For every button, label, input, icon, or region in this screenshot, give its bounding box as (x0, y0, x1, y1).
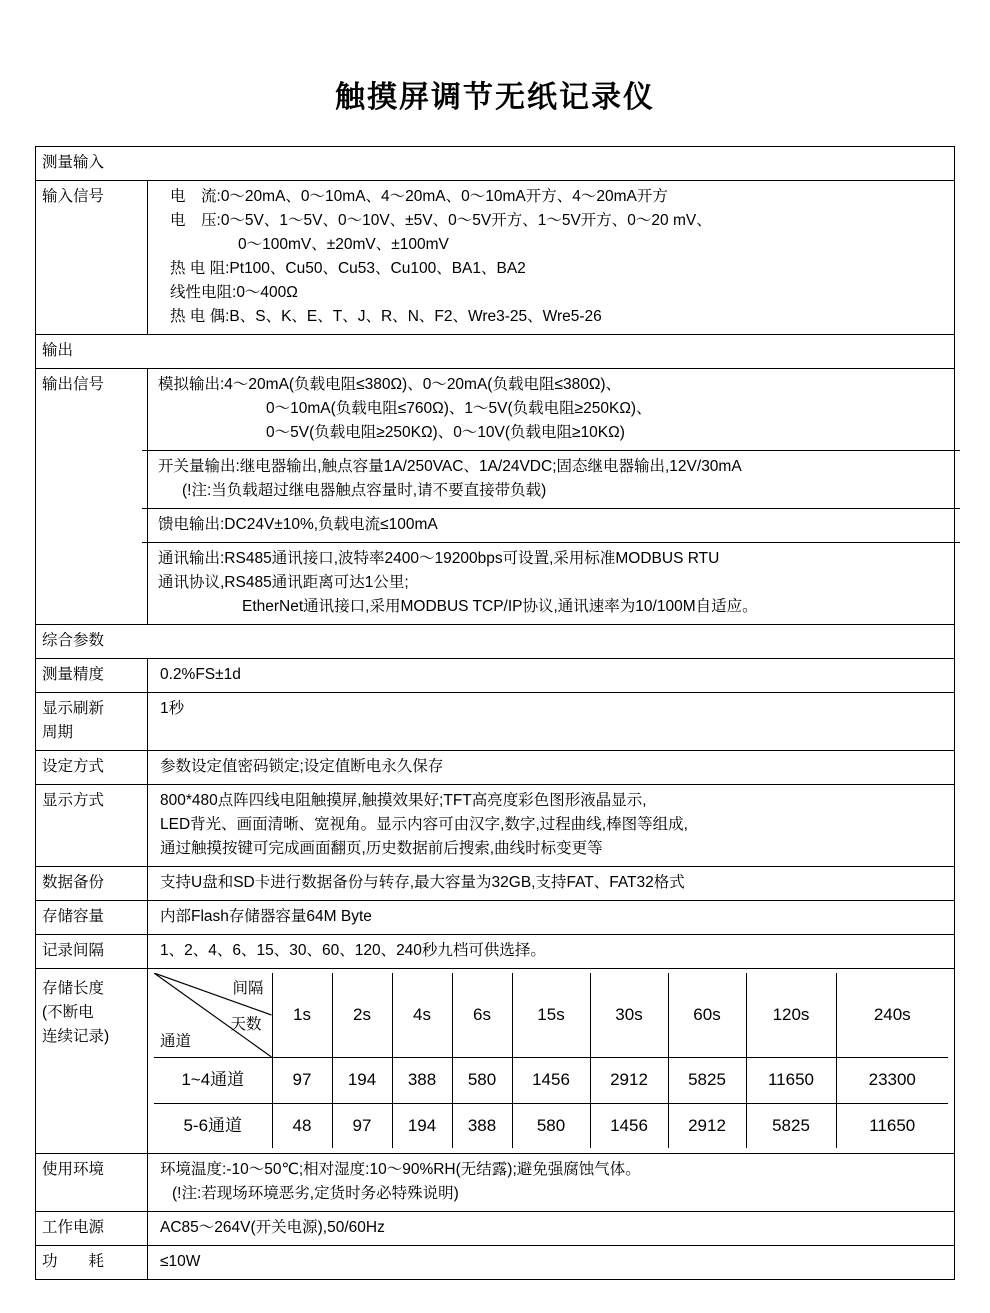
section-general: 综合参数 (36, 625, 955, 659)
table-row (36, 901, 955, 935)
store-cell: 580 (512, 1103, 590, 1148)
store-cell: 2912 (590, 1058, 668, 1103)
store-col-header: 240s (836, 973, 948, 1058)
environment-line2: (!注:若现场环境恶劣,定货时务必特殊说明) (172, 1185, 459, 1203)
row-value-output-signal (148, 369, 955, 625)
input-rtd-label: 热 电 阻: (170, 260, 230, 278)
row-label-store-length (36, 969, 148, 1154)
refresh-label-line2: 周期 (42, 724, 74, 742)
table-row (36, 147, 955, 181)
table-row (36, 693, 955, 751)
row-label-input-signal: 输入信号 (36, 181, 148, 335)
input-linear-label: 线性电阻: (170, 284, 237, 302)
store-corner-interval-label: 间隔 (232, 980, 264, 998)
table-row (36, 659, 955, 693)
section-measure-input: 测量输入 (36, 147, 955, 181)
row-label-accuracy: 测量精度 (36, 659, 148, 693)
output-comm-line2: 通讯协议,RS485通讯距离可达1公里; (158, 574, 409, 592)
output-switch-line1: 开关量输出:继电器输出,触点容量1A/250VAC、1A/24VDC;固态继电器输出,12V/30mA (158, 458, 742, 476)
input-voltage-line (154, 209, 948, 233)
row-label-power: 工作电源 (36, 1212, 148, 1246)
store-length-grid (148, 969, 955, 1154)
input-tc-label: 热 电 偶: (170, 308, 230, 326)
table-row (36, 1212, 955, 1246)
input-current-label: 电 流: (170, 188, 221, 206)
store-col-header: 60s (668, 973, 746, 1058)
store-cell: 11650 (869, 1115, 916, 1135)
store-col-header: 6s (452, 973, 512, 1058)
output-switch-block (142, 450, 960, 508)
row-label-output-signal: 输出信号 (36, 369, 148, 625)
row-value-consumption: ≤10W (148, 1246, 955, 1280)
store-col-header: 30s (590, 973, 668, 1058)
display-line3: 通过触摸按键可完成画面翻页,历史数据前后搜索,曲线时标变更等 (160, 840, 603, 858)
input-voltage-value: 0～5V、1～5V、0～10V、±5V、0～5V开方、1～5V开方、0～20 mV、 (220, 212, 712, 230)
input-linear-line (154, 281, 948, 305)
store-col-header: 4s (392, 973, 452, 1058)
store-cell: 97 (332, 1103, 392, 1148)
input-linear-value: 0～400Ω (236, 284, 298, 302)
row-value-setting: 参数设定值密码锁定;设定值断电永久保存 (148, 751, 955, 785)
store-col-header: 1s (272, 973, 332, 1058)
row-label-consumption: 功 耗 (36, 1246, 148, 1280)
output-switch-line2: (!注:当负载超过继电器触点容量时,请不要直接带负载) (182, 482, 547, 500)
output-analog-line2: 0～10mA(负载电阻≤760Ω)、1～5V(负载电阻≥250KΩ)、 (266, 400, 652, 418)
row-value-input-signal (148, 181, 955, 335)
output-analog-block (142, 369, 960, 450)
output-comm-line3: EtherNet通讯接口,采用MODBUS TCP/IP协议,通讯速率为10/100M自适应。 (242, 598, 758, 616)
table-row (36, 625, 955, 659)
store-label-line3: 连续记录) (42, 1028, 110, 1046)
store-row-header: 5-6通道 (154, 1103, 272, 1148)
input-voltage-line2: 0～100mV、±20mV、±100mV (238, 236, 449, 254)
store-cell: 2912 (668, 1103, 746, 1148)
store-col-header: 120s (746, 973, 836, 1058)
row-value-backup: 支持U盘和SD卡进行数据备份与转存,最大容量为32GB,支持FAT、FAT32格式 (148, 867, 955, 901)
store-corner-channel-label: 通道 (160, 1033, 192, 1051)
store-row-header: 1~4通道 (154, 1058, 272, 1103)
row-label-interval: 记录间隔 (36, 935, 148, 969)
table-row (36, 335, 955, 369)
input-current-line (154, 185, 948, 209)
store-corner-days-label: 天数 (230, 1016, 262, 1034)
display-line1: 800*480点阵四线电阻触摸屏,触摸效果好;TFT高亮度彩色图形液晶显示, (160, 792, 647, 810)
output-analog-line3: 0～5V(负载电阻≥250KΩ)、0～10V(负载电阻≥10KΩ) (266, 424, 625, 442)
store-cell: 1456 (590, 1103, 668, 1148)
store-cell: 1456 (512, 1058, 590, 1103)
store-col-header: 15s (512, 973, 590, 1058)
store-col-header: 2s (332, 973, 392, 1058)
row-label-refresh (36, 693, 148, 751)
row-label-environment: 使用环境 (36, 1154, 148, 1212)
input-voltage-label: 电 压: (170, 212, 221, 230)
table-row (36, 867, 955, 901)
output-feed-block (142, 508, 960, 542)
row-value-accuracy: 0.2%FS±1d (148, 659, 955, 693)
table-row (36, 369, 955, 625)
store-cell: 11650 (746, 1058, 836, 1103)
section-output: 输出 (36, 335, 955, 369)
store-cell: 5825 (746, 1103, 836, 1148)
output-comm-block (142, 542, 960, 624)
table-row (36, 1246, 955, 1280)
row-value-display (148, 785, 955, 867)
store-length-table (154, 973, 948, 1148)
store-cell: 194 (332, 1058, 392, 1103)
store-cell: 23300 (836, 1058, 948, 1103)
input-rtd-line (154, 257, 948, 281)
store-data-row (154, 1103, 948, 1148)
display-line2: LED背光、画面清晰、宽视角。显示内容可由汉字,数字,过程曲线,棒图等组成, (160, 816, 688, 834)
store-cell: 388 (452, 1103, 512, 1148)
table-row (36, 1154, 955, 1212)
row-label-capacity: 存储容量 (36, 901, 148, 935)
row-label-setting: 设定方式 (36, 751, 148, 785)
store-cell: 388 (392, 1058, 452, 1103)
store-corner-cell (154, 973, 272, 1058)
table-row (36, 785, 955, 867)
store-cell: 5825 (668, 1058, 746, 1103)
refresh-label-line1: 显示刷新 (42, 700, 105, 718)
row-value-power: AC85～264V(开关电源),50/60Hz (148, 1212, 955, 1246)
row-label-display: 显示方式 (36, 785, 148, 867)
store-cell: 580 (452, 1058, 512, 1103)
row-value-interval: 1、2、4、6、15、30、60、120、240秒九档可供选择。 (148, 935, 955, 969)
store-data-row (154, 1058, 948, 1103)
page-title: 触摸屏调节无纸记录仪 (335, 81, 655, 114)
row-value-refresh: 1秒 (148, 693, 955, 751)
input-tc-line (154, 305, 948, 329)
input-tc-value: B、S、K、E、T、J、R、N、F2、Wre3-25、Wre5-26 (229, 308, 602, 326)
table-row (36, 181, 955, 335)
store-header-row (154, 973, 948, 1058)
input-current-value: 0～20mA、0～10mA、4～20mA、0～10mA开方、4～20mA开方 (220, 188, 668, 206)
table-row (36, 969, 955, 1154)
table-row (36, 935, 955, 969)
store-cell: 194 (392, 1103, 452, 1148)
row-value-environment (148, 1154, 955, 1212)
store-label-line1: 存储长度 (42, 980, 105, 998)
environment-line1: 环境温度:-10～50℃;相对湿度:10～90%RH(无结露);避免强腐蚀气体。 (160, 1161, 641, 1179)
row-value-capacity: 内部Flash存储器容量64M Byte (148, 901, 955, 935)
input-rtd-value: Pt100、Cu50、Cu53、Cu100、BA1、BA2 (229, 260, 526, 278)
output-feed-line: 馈电输出:DC24V±10%,负载电流≤100mA (158, 516, 438, 534)
row-label-backup: 数据备份 (36, 867, 148, 901)
store-label-line2: (不断电 (42, 1004, 94, 1022)
store-cell: 97 (272, 1058, 332, 1103)
table-row (36, 751, 955, 785)
output-analog-line1: 模拟输出:4～20mA(负载电阻≤380Ω)、0～20mA(负载电阻≤380Ω)、 (158, 376, 622, 394)
specification-table (35, 146, 955, 1280)
store-cell: 48 (272, 1103, 332, 1148)
output-comm-line1: 通讯输出:RS485通讯接口,波特率2400～19200bps可设置,采用标准MODBUS RTU (158, 550, 720, 568)
